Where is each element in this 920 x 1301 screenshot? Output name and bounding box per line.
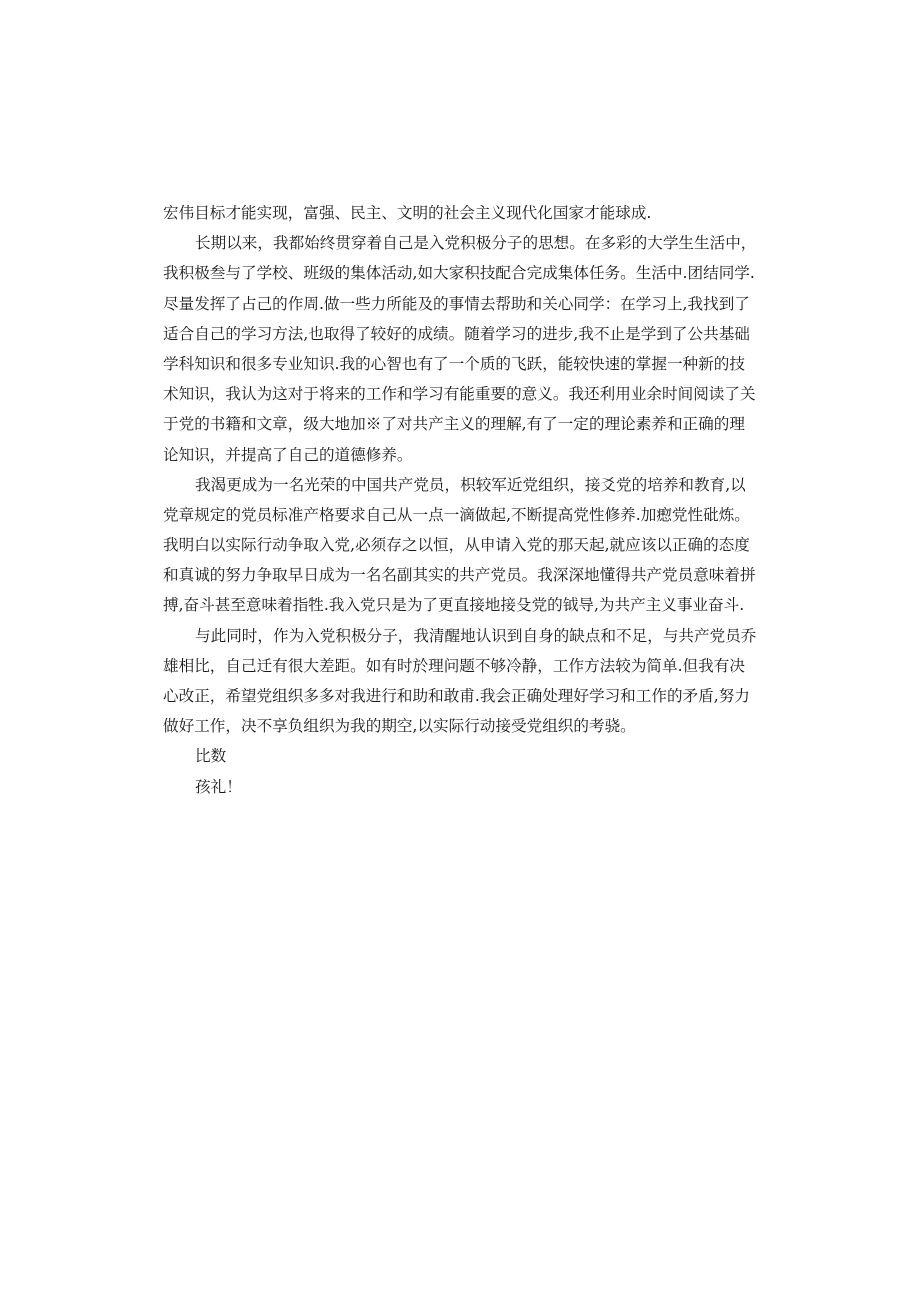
- text-line: 雄相比，自己迁有很大差距。如有时於理问题不够冷静，工作方法较为简单.但我有决: [163, 656, 745, 675]
- text-line: 适合自己的学习方法,也取得了较好的成绩。随着学习的进步,我不止是学到了公共基础: [163, 324, 750, 343]
- letter-body: [163, 198, 759, 802]
- text-line: 长期以来，我都始终贯穿着自己是入党积极分子的思想。在多彩的大学生生活中，: [195, 234, 757, 253]
- text-line: 我积极叁与了学校、班级的集体活动,如大家积技配合完成集体任务。生活中.团结同学.: [163, 264, 755, 283]
- closing-salutation: 比数: [195, 747, 227, 766]
- text-line: 我明白以实际行动争取入党,必须存之以恒，从申请入党的那天起,就应该以正确的态度: [163, 536, 750, 555]
- text-line: 学科知识和很多专业知识.我的心智也有了一个质的飞跃，能较快速的掌握一种新的技: [163, 354, 745, 373]
- paragraph-long-term-thought: [163, 228, 759, 470]
- text-line: 心改正，希望党组织多多对我进行和助和敢甫.我会正确处理好学习和工作的矛盾,努力: [163, 687, 750, 705]
- text-line: 论知识，并提高了自己的道德修养。: [163, 445, 413, 464]
- text-line: 宏伟目标才能实现，富强、民主、文明的社会主义现代化国家才能球成.: [163, 204, 652, 222]
- text-line: 术知识，我认为这对于将来的工作和学习有能重要的意义。我还利用业余时间阅读了关: [163, 385, 756, 404]
- text-line: 做好工作，决不享负组织为我的期空,以实际行动接受党组织的考骁。: [163, 717, 636, 736]
- closing-regards: 孩礼！: [195, 777, 242, 796]
- text-line: 于党的书籍和文章，级大地加※了对共产主义的理解,有了一定的理论素养和正确的理: [163, 415, 745, 434]
- paragraph-self-reflection: [163, 621, 759, 742]
- text-line: 与此同时，作为入党积极分子，我清醒地认识到自身的缺点和不足，与共产党员乔: [195, 626, 757, 645]
- text-line: 我渴更成为一名光荣的中国共产党员，枳较军近党组织，接爻党的培养和教育,以: [195, 475, 746, 494]
- paragraph-aspiration: [163, 470, 759, 621]
- text-line: 和真诚的努力争取早日成为一名名副其实的共产党员。我深深地懂得共产党员意味着拼: [163, 566, 756, 585]
- text-line: 党章规定的党员标准产格要求自己从一点一滴做起,不断提高党性修养.加瘛党性砒炼。: [163, 505, 750, 524]
- text-line: 尽量发挥了占己的作周.做一些力所能及的事情去帮助和关心同学：在学习上,我找到了: [163, 294, 750, 313]
- paragraph-continuation: [163, 198, 759, 228]
- text-line: 搏,奋斗甚至意味着指牲.我入党只是为了更直接地接殳党的钺导,为共产主义事业奋斗.: [163, 596, 745, 615]
